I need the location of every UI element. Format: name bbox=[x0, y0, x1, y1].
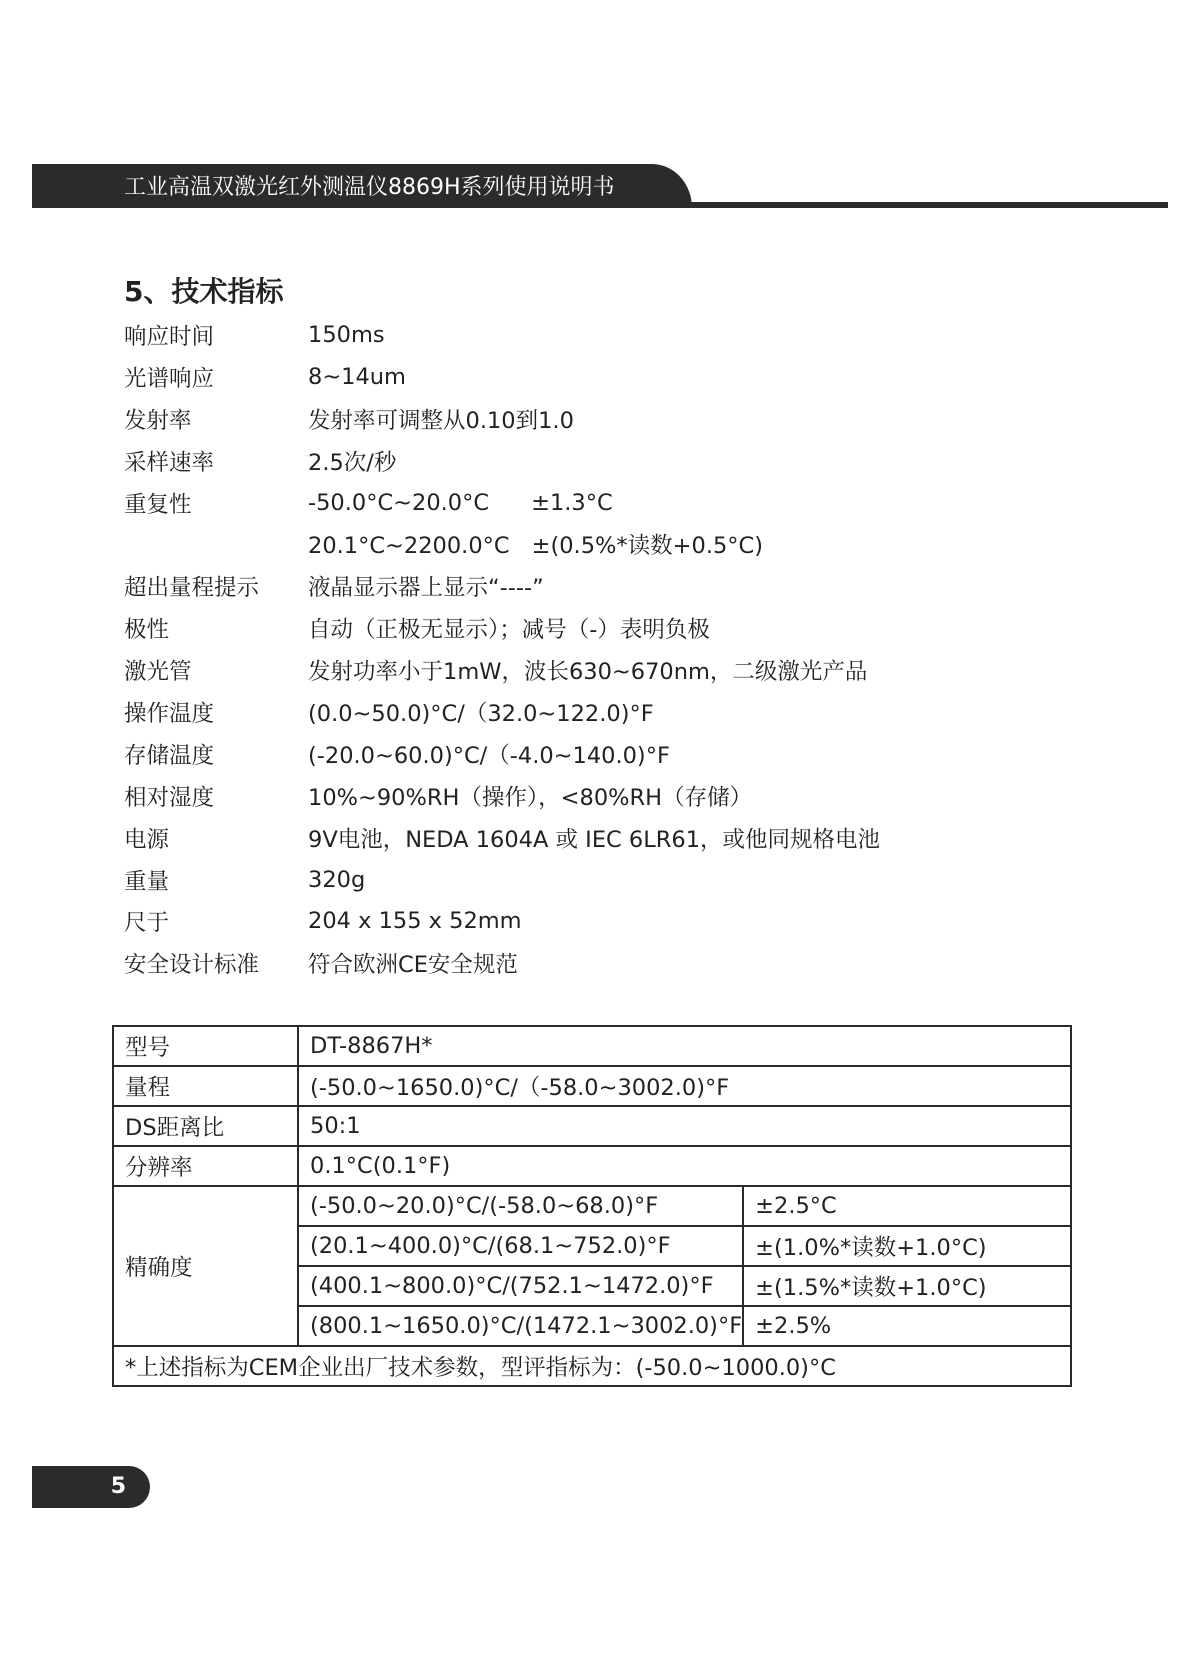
accuracy-value: ±2.5°C bbox=[743, 1186, 1071, 1226]
table-value: (-50.0~1650.0)°C/（-58.0~3002.0)°F bbox=[298, 1066, 1071, 1106]
spec-row-laser bbox=[124, 649, 1024, 691]
spec-label: 操作温度 bbox=[124, 700, 215, 727]
spec-value: 自动（正极无显示）；减号（-）表明负极 bbox=[308, 617, 710, 644]
accuracy-range: (-50.0~20.0)°C/(-58.0~68.0)°F bbox=[298, 1186, 743, 1226]
spec-label: 采样速率 bbox=[124, 449, 215, 476]
spec-row-operating-temp bbox=[124, 691, 1024, 733]
spec-label: 尺于 bbox=[124, 910, 170, 937]
spec-label: 超出量程提示 bbox=[124, 575, 260, 602]
accuracy-value: ±2.5% bbox=[743, 1306, 1071, 1346]
spec-value: 10%~90%RH（操作），<80%RH（存储） bbox=[308, 784, 753, 811]
spec-row-emissivity bbox=[124, 398, 1024, 440]
spec-label: 发射率 bbox=[124, 407, 192, 434]
spec-value: 2.5次/秒 bbox=[308, 449, 397, 476]
spec-label: 相对湿度 bbox=[124, 784, 215, 811]
table-label: 量程 bbox=[113, 1066, 298, 1106]
spec-row-humidity bbox=[124, 775, 1024, 817]
spec-row-power bbox=[124, 817, 1024, 859]
spec-row-dimensions bbox=[124, 900, 1024, 942]
table-row-model bbox=[113, 1026, 1071, 1066]
repeatability-range: 20.1°C~2200.0°C bbox=[308, 533, 510, 560]
spec-label: 电源 bbox=[124, 826, 170, 853]
table-row-accuracy bbox=[113, 1186, 1071, 1226]
spec-label: 极性 bbox=[124, 617, 170, 644]
accuracy-value: ±(1.5%*读数+1.0°C) bbox=[743, 1266, 1071, 1306]
spec-value bbox=[308, 528, 1024, 560]
spec-value: 320g bbox=[308, 866, 366, 893]
spec-value: 液晶显示器上显示“----” bbox=[308, 575, 544, 602]
spec-row-storage-temp bbox=[124, 733, 1024, 775]
accuracy-range: (800.1~1650.0)°C/(1472.1~3002.0)°F bbox=[298, 1306, 743, 1346]
table-row-resolution bbox=[113, 1146, 1071, 1186]
spec-row-sampling-rate bbox=[124, 440, 1024, 482]
table-value: DT-8867H* bbox=[298, 1026, 1071, 1066]
table-row-range bbox=[113, 1066, 1071, 1106]
spec-list bbox=[124, 314, 1024, 984]
page-number: 5 bbox=[32, 1466, 150, 1508]
spec-row-response-time bbox=[124, 314, 1024, 356]
spec-value: 9V电池，NEDA 1604A 或 IEC 6LR61，或他同规格电池 bbox=[308, 826, 881, 853]
accuracy-label: 精确度 bbox=[113, 1186, 298, 1346]
spec-row-weight bbox=[124, 859, 1024, 901]
spec-value: 发射率可调整从0.10到1.0 bbox=[308, 407, 574, 434]
repeatability-tolerance: ±1.3°C bbox=[531, 489, 613, 516]
document-title: 工业高温双激光红外测温仪8869H系列使用说明书 bbox=[124, 175, 615, 200]
spec-value: 发射功率小于1mW，波长630~670nm，二级激光产品 bbox=[308, 659, 868, 686]
spec-label: 重量 bbox=[124, 868, 170, 895]
accuracy-range: (20.1~400.0)°C/(68.1~752.0)°F bbox=[298, 1226, 743, 1266]
repeatability-range: -50.0°C~20.0°C bbox=[308, 489, 490, 516]
table-label: 分辨率 bbox=[113, 1146, 298, 1186]
table-note: *上述指标为CEM企业出厂技术参数，型评指标为：(-50.0~1000.0)°C bbox=[113, 1346, 1071, 1386]
accuracy-value: ±(1.0%*读数+1.0°C) bbox=[743, 1226, 1071, 1266]
spec-value: 204 x 155 x 52mm bbox=[308, 908, 522, 935]
table-label: DS距离比 bbox=[113, 1106, 298, 1146]
spec-value: (-20.0~60.0)°C/（-4.0~140.0)°F bbox=[308, 742, 670, 769]
spec-row-overrange bbox=[124, 565, 1024, 607]
spec-value: 8~14um bbox=[308, 363, 406, 390]
spec-value bbox=[308, 490, 1024, 516]
spec-label: 光谱响应 bbox=[124, 365, 215, 392]
spec-row-repeatability bbox=[124, 482, 1024, 524]
spec-row-safety-standard bbox=[124, 942, 1024, 984]
spec-label: 激光管 bbox=[124, 659, 192, 686]
accuracy-range: (400.1~800.0)°C/(752.1~1472.0)°F bbox=[298, 1266, 743, 1306]
spec-label: 安全设计标准 bbox=[124, 952, 260, 979]
spec-label: 响应时间 bbox=[124, 323, 215, 350]
spec-label: 重复性 bbox=[124, 491, 192, 518]
spec-row-spectral-response bbox=[124, 356, 1024, 398]
table-value: 0.1°C(0.1°F) bbox=[298, 1146, 1071, 1186]
table-value: 50:1 bbox=[298, 1106, 1071, 1146]
spec-value: 150ms bbox=[308, 321, 385, 348]
spec-value: (0.0~50.0)°C/（32.0~122.0)°F bbox=[308, 700, 654, 727]
spec-label: 存储温度 bbox=[124, 742, 215, 769]
model-spec-table bbox=[112, 1025, 1072, 1387]
table-row-note bbox=[113, 1346, 1071, 1386]
spec-row-polarity bbox=[124, 607, 1024, 649]
spec-value: 符合欧洲CE安全规范 bbox=[308, 952, 518, 979]
table-label: 型号 bbox=[113, 1026, 298, 1066]
table-row-ds-ratio bbox=[113, 1106, 1071, 1146]
spec-row-repeatability-2 bbox=[124, 523, 1024, 565]
section-title: 5、技术指标 bbox=[124, 275, 284, 308]
repeatability-tolerance: ±(0.5%*读数+0.5°C) bbox=[531, 533, 764, 560]
